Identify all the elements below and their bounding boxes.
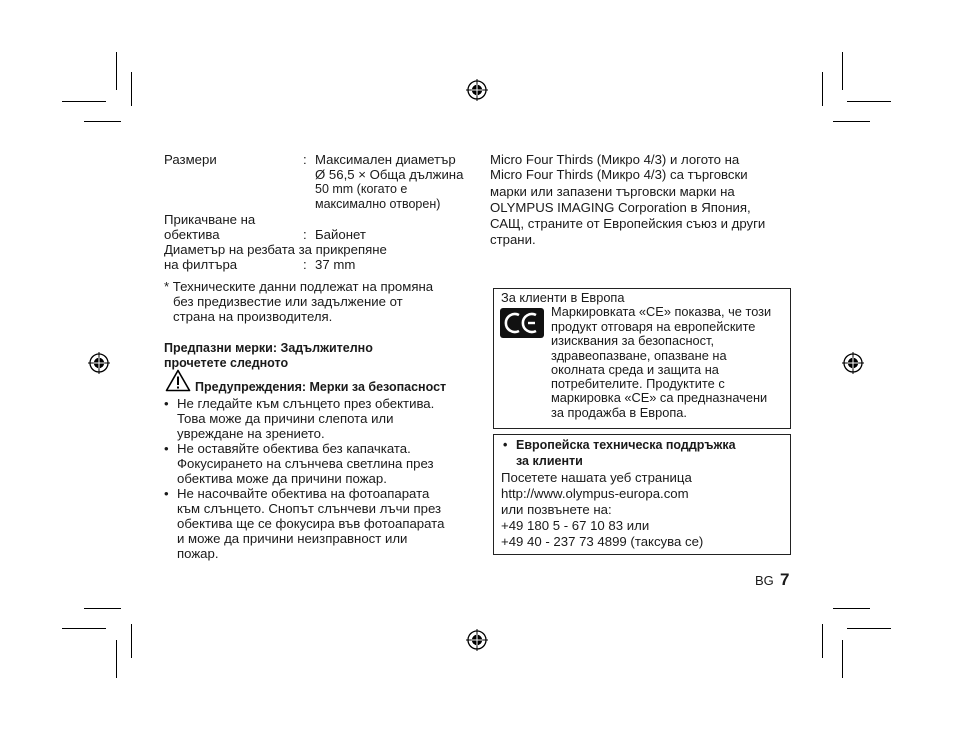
spec-label: Прикачване на: [164, 212, 256, 227]
warning-heading: Предупреждения: Мерки за безопасност: [195, 380, 447, 394]
note-line: страна на производителя.: [173, 309, 333, 324]
support-line: или позвънете на:: [501, 502, 612, 517]
spec-value: 50 mm (когато е: [315, 182, 408, 196]
box-line: потребителите. Продуктите с: [551, 376, 725, 391]
language-code: BG: [755, 573, 774, 588]
spec-label: Размери: [164, 152, 217, 167]
box-line: продукт отговаря на европейските: [551, 319, 756, 334]
list-item: пожар.: [177, 546, 219, 561]
support-heading: Европейска техническа поддръжка: [516, 438, 736, 452]
support-phone: +49 40 - 237 73 4899 (таксува се): [501, 534, 704, 549]
list-item: обектива ще се фокусира във фотоапарата: [177, 516, 445, 531]
bullet-icon: •: [164, 486, 169, 501]
spec-separator: :: [303, 227, 307, 242]
heading-line: Предпазни мерки: Задължително: [164, 341, 373, 355]
warning-triangle-icon: [165, 369, 191, 392]
note-line: * Техническите данни подлежат на промяна: [164, 279, 434, 294]
box-line: изисквания за безопасност,: [551, 333, 715, 348]
list-item: увреждане на зрението.: [177, 426, 325, 441]
note-line: без предизвестие или задължение от: [173, 294, 403, 309]
trademark-line: Micro Four Thirds (Микро 4/3) и логото на: [490, 152, 740, 167]
spec-separator: :: [303, 257, 307, 272]
page-number: 7: [780, 570, 790, 589]
list-item: Не насочвайте обектива на фотоапарата: [177, 486, 430, 501]
ce-mark-glyph: [500, 308, 544, 338]
box-line: маркировка «CE» са предназначени: [551, 390, 768, 405]
list-item: към слънцето. Снопът слънчеви лъчи през: [177, 501, 442, 516]
trademark-line: марки или запазени търговски марки на: [490, 184, 735, 199]
registration-mark-icon: [88, 352, 110, 374]
registration-mark-icon: [466, 79, 488, 101]
spec-separator: :: [303, 152, 307, 167]
spec-value: максимално отворен): [315, 197, 441, 211]
support-phone: +49 180 5 - 67 10 83 или: [501, 518, 650, 533]
box-line: Маркировката «CE» показва, че този: [551, 304, 772, 319]
list-item: Не гледайте към слънцето през обектива.: [177, 396, 435, 411]
list-item: обектива може да причини пожар.: [177, 471, 387, 486]
list-item: Фокусирането на слънчева светлина през: [177, 456, 434, 471]
support-line: Посетете нашата уеб страница: [501, 470, 692, 485]
box-line: здравеопазване, опазване на: [551, 348, 727, 363]
trademark-line: OLYMPUS IMAGING Corporation в Япония,: [490, 200, 751, 215]
bullet-icon: •: [164, 441, 169, 456]
bullet-icon: •: [503, 438, 508, 452]
support-heading: за клиенти: [516, 454, 583, 468]
box-line: за продажба в Европа.: [551, 405, 687, 420]
list-item: Не оставяйте обектива без капачката.: [177, 441, 411, 456]
spec-label: обектива: [164, 227, 220, 242]
trademark-line: Micro Four Thirds (Микро 4/3) са търговски: [490, 167, 748, 182]
spec-value: Максимален диаметър: [315, 152, 456, 167]
list-item: и може да причини неизправност или: [177, 531, 408, 546]
bullet-icon: •: [164, 396, 169, 411]
trademark-line: САЩ, страните от Европейския съюз и други: [490, 216, 766, 231]
spec-label: на филтъра: [164, 257, 238, 272]
spec-value: Байонет: [315, 227, 366, 242]
spec-label: Диаметър на резбата за прикрепяне: [164, 242, 387, 257]
support-url: http://www.olympus-europa.com: [501, 486, 689, 501]
ce-mark-icon: [500, 308, 544, 338]
spec-value: Ø 56,5 × Обща дължина: [315, 167, 464, 182]
box-line: околната среда и защита на: [551, 362, 719, 377]
spec-value: 37 mm: [315, 257, 356, 272]
heading-line: прочетете следното: [164, 356, 289, 370]
registration-mark-icon: [466, 629, 488, 651]
list-item: Това може да причини слепота или: [177, 411, 394, 426]
registration-mark-icon: [842, 352, 864, 374]
europe-box-title: За клиенти в Европа: [501, 290, 625, 305]
trademark-line: страни.: [490, 232, 536, 247]
